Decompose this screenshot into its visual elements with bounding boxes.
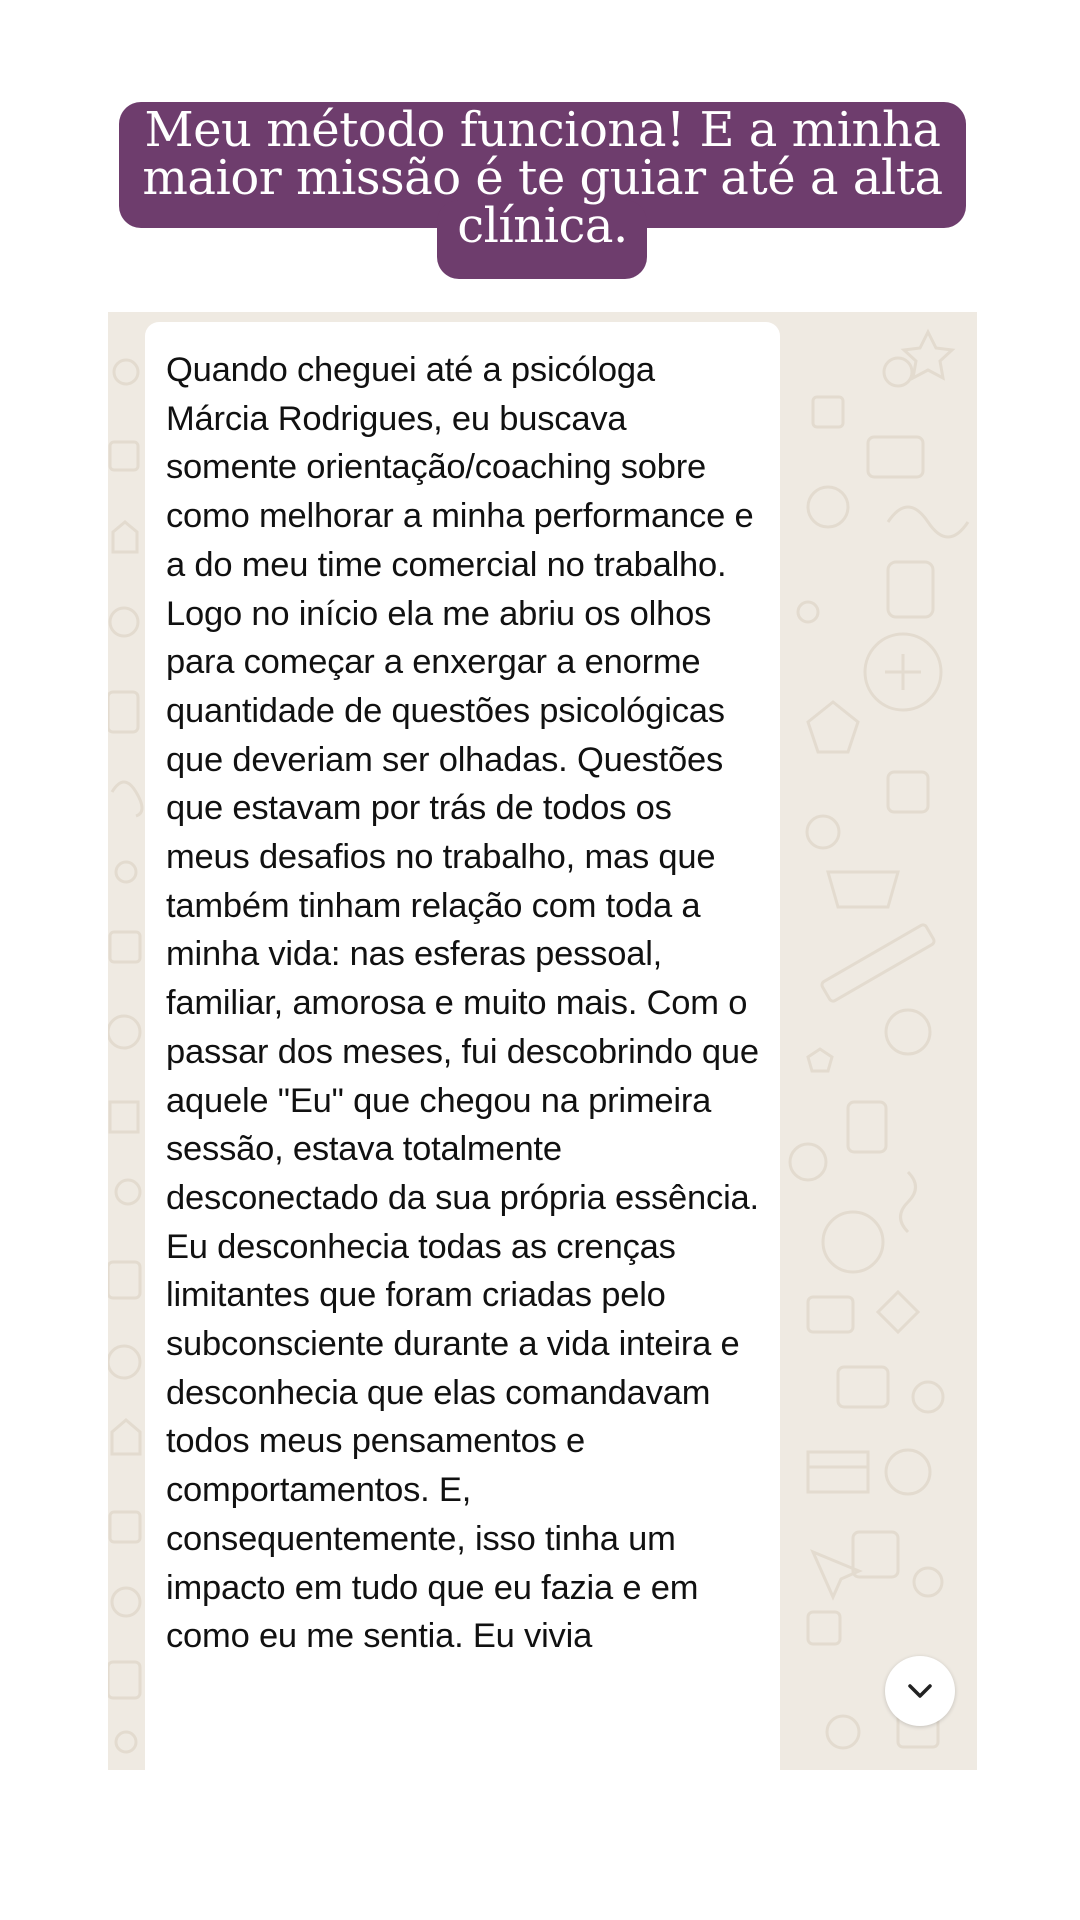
page-title: Meu método funciona! E a minha maior missão é te guiar até a alta clínica.	[142, 102, 943, 254]
message-paragraph: Quando cheguei até a psicóloga Márcia Rodrigues, eu buscava somente orientação/coaching sobre como melhorar a minha performance e a do meu time comercial no trabalho.	[166, 351, 754, 584]
chat-screenshot	[108, 312, 977, 1770]
message-bubble	[145, 322, 780, 1770]
scroll-to-bottom-button[interactable]	[885, 1656, 955, 1726]
message-paragraph: Logo no início ela me abriu os olhos para começar a enxergar a enorme quantidade de questões psicológicas que deveriam ser olhadas. Questões que estavam por trás de todos os meus desafios no trabalho, mas que também tinham relação com toda a minha vida: nas esferas pessoal, familiar, amorosa e muito mais. Com o passar dos meses, fui descobrindo que aquele "Eu" que chegou na primeira sessão, estava totalmente desconectado da sua própria essência.	[166, 594, 759, 1217]
chevron-down-icon	[905, 1681, 935, 1701]
title-banner	[0, 100, 1080, 280]
message-paragraph: Eu desconhecia todas as crenças limitantes que foram criadas pelo subconsciente durante a vida inteira e desconhecia que elas comandavam todos meus pensamentos e comportamentos. E, consequentemente, isso tinha um impacto em tudo que eu fazia e em como eu me sentia. Eu vivia	[166, 1227, 740, 1656]
